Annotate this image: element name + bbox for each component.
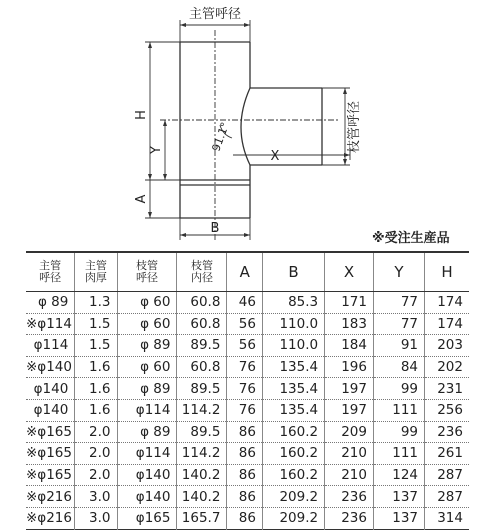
column-header-line2: 肉厚 <box>84 271 107 284</box>
table-cell: ※φ165 <box>26 467 72 484</box>
table-cell: φ140 <box>117 486 177 508</box>
table-cell: 137 <box>373 486 424 508</box>
table-cell: 77 <box>373 313 424 335</box>
table-cell: φ 89 <box>117 421 177 443</box>
table-cell: 84 <box>373 356 424 378</box>
table-row <box>26 378 469 400</box>
dim-A-label: A <box>134 194 149 204</box>
table-cell: 135.4 <box>262 356 324 378</box>
table-cell: 287 <box>425 464 469 486</box>
table-cell: 160.2 <box>262 464 324 486</box>
table-cell: 1.6 <box>75 356 117 378</box>
table-cell: φ140 <box>117 464 177 486</box>
table-row <box>26 486 469 508</box>
table-cell: 99 <box>373 378 424 400</box>
table-cell: 261 <box>425 443 469 465</box>
table-row <box>26 356 469 378</box>
table-cell: 210 <box>325 443 374 465</box>
table-cell: 77 <box>373 292 424 314</box>
main-pipe-diameter-label: 主管呼径 <box>188 7 242 22</box>
table-cell: 2.0 <box>75 421 117 443</box>
table-cell: 236 <box>325 507 374 529</box>
table-cell: 85.3 <box>262 292 324 314</box>
branch-pipe-diameter-label: 枝管呼径 <box>347 100 362 154</box>
column-header <box>325 252 374 292</box>
table-cell: 2.0 <box>75 443 117 465</box>
table-cell: 135.4 <box>262 399 324 421</box>
table-cell: 56 <box>227 313 263 335</box>
column-header-line1: 主管 <box>39 259 62 272</box>
column-header-line2: 呼径 <box>39 271 62 284</box>
table-cell: 86 <box>227 421 263 443</box>
table-cell: φ 89 <box>117 378 177 400</box>
column-header <box>373 252 424 292</box>
table-cell: ※φ216 <box>26 510 72 527</box>
column-header-line2: 呼径 <box>136 271 158 284</box>
table-cell: 60.8 <box>177 313 227 335</box>
table-header-row <box>26 252 469 292</box>
column-header-line1: 主管 <box>84 259 107 272</box>
table-row <box>26 464 469 486</box>
table-cell: 60.8 <box>177 292 227 314</box>
table-cell: 184 <box>325 335 374 357</box>
dim-X-label: X <box>270 149 280 164</box>
table-row <box>26 399 469 421</box>
table-row <box>26 443 469 465</box>
table-cell: 99 <box>373 421 424 443</box>
table-cell: 137 <box>373 507 424 529</box>
table-cell: 110.0 <box>262 335 324 357</box>
column-header <box>117 252 177 292</box>
table-cell: 86 <box>227 464 263 486</box>
column-header-label: H <box>441 263 453 281</box>
table-cell: 91 <box>373 335 424 357</box>
table-cell: ※φ165 <box>26 445 72 462</box>
spec-table <box>26 251 469 530</box>
dim-H-label: H <box>134 110 149 120</box>
table-cell: 111 <box>373 443 424 465</box>
table-cell: 1.5 <box>75 335 117 357</box>
table-cell: 209.2 <box>262 486 324 508</box>
table-cell: 231 <box>425 378 469 400</box>
table-cell: 89.5 <box>177 378 227 400</box>
table-cell: 76 <box>227 356 263 378</box>
table-cell: 165.7 <box>177 507 227 529</box>
table-cell: 209.2 <box>262 507 324 529</box>
column-header <box>26 252 75 292</box>
intersection-curve <box>241 88 250 165</box>
table-cell: 76 <box>227 378 263 400</box>
column-header <box>177 252 227 292</box>
table-cell: 256 <box>425 399 469 421</box>
table-cell: 140.2 <box>177 464 227 486</box>
table-cell: 1.6 <box>75 378 117 400</box>
table-cell: 202 <box>425 356 469 378</box>
column-header-line1: 枝管 <box>190 259 213 272</box>
column-header <box>75 252 117 292</box>
table-cell: 209 <box>325 421 374 443</box>
table-cell: φ 60 <box>117 356 177 378</box>
table-cell: 174 <box>425 292 469 314</box>
table-cell: 171 <box>325 292 374 314</box>
column-header-line2: 内径 <box>190 271 213 284</box>
table-cell: φ114 <box>33 337 69 354</box>
table-cell: 197 <box>325 378 374 400</box>
column-header-label: B <box>288 263 299 281</box>
table-cell: 56 <box>227 335 263 357</box>
column-header <box>262 252 324 292</box>
table-cell: 89.5 <box>177 421 227 443</box>
table-cell: 89.5 <box>177 335 227 357</box>
table-cell: 60.8 <box>177 356 227 378</box>
table-cell: 114.2 <box>177 399 227 421</box>
table-cell: 140.2 <box>177 486 227 508</box>
table-cell: 196 <box>325 356 374 378</box>
column-header <box>227 252 263 292</box>
table-cell: 3.0 <box>75 486 117 508</box>
table-cell: 236 <box>325 486 374 508</box>
table-cell: 1.3 <box>75 292 117 314</box>
angle-label: 91.1° <box>209 120 232 154</box>
table-cell: 174 <box>425 313 469 335</box>
tee-pipe-drawing <box>0 0 500 250</box>
table-cell: ※φ216 <box>26 488 72 505</box>
table-cell: 114.2 <box>177 443 227 465</box>
table-cell: φ114 <box>117 399 177 421</box>
column-header-label: A <box>239 263 250 281</box>
table-cell: 1.6 <box>75 399 117 421</box>
dim-Y-label: Y <box>149 146 164 154</box>
table-cell: φ 89 <box>117 335 177 357</box>
table-cell: 135.4 <box>262 378 324 400</box>
table-row <box>26 507 469 529</box>
table-cell: φ140 <box>33 402 69 419</box>
table-cell: 3.0 <box>75 507 117 529</box>
table-cell: φ 89 <box>37 294 69 311</box>
table-cell: 160.2 <box>262 421 324 443</box>
table-cell: 1.5 <box>75 313 117 335</box>
table-cell: ※φ165 <box>26 423 72 440</box>
table-row <box>26 313 469 335</box>
column-header-label: Y <box>394 263 404 281</box>
table-cell: φ165 <box>117 507 177 529</box>
table-cell: 197 <box>325 399 374 421</box>
table-cell: φ 60 <box>117 292 177 314</box>
table-cell: 236 <box>425 421 469 443</box>
table-row <box>26 335 469 357</box>
dim-B-label: B <box>210 221 220 236</box>
table-cell: 160.2 <box>262 443 324 465</box>
table-cell: 210 <box>325 464 374 486</box>
column-header-label: X <box>343 263 355 281</box>
made-to-order-note: ※受注生産品 <box>372 231 450 246</box>
table-cell: 287 <box>425 486 469 508</box>
table-row <box>26 421 469 443</box>
table-cell: 76 <box>227 399 263 421</box>
table-cell: φ 60 <box>117 313 177 335</box>
table-cell: 86 <box>227 507 263 529</box>
table-cell: 110.0 <box>262 313 324 335</box>
table-cell: 183 <box>325 313 374 335</box>
table-cell: 46 <box>227 292 263 314</box>
table-cell: 2.0 <box>75 464 117 486</box>
table-cell: φ140 <box>33 380 69 397</box>
table-cell: ※φ140 <box>26 359 72 376</box>
column-header-line1: 枝管 <box>136 259 158 272</box>
column-header <box>425 252 469 292</box>
table-cell: 314 <box>425 507 469 529</box>
table-cell: 203 <box>425 335 469 357</box>
table-row <box>26 292 469 314</box>
table-cell: ※φ114 <box>26 315 72 332</box>
table-cell: φ114 <box>117 443 177 465</box>
table-cell: 86 <box>227 486 263 508</box>
table-cell: 124 <box>373 464 424 486</box>
table-cell: 86 <box>227 443 263 465</box>
table-cell: 111 <box>373 399 424 421</box>
